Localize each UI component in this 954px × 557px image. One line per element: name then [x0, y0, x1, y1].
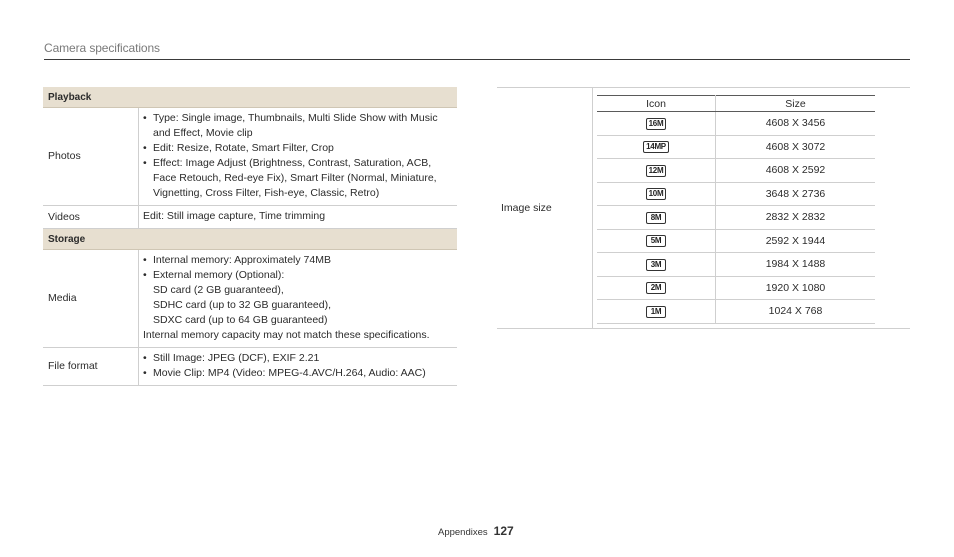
column-divider — [592, 88, 593, 328]
size-value: 3648 X 2736 — [716, 182, 876, 206]
spec-label: Videos — [43, 206, 139, 229]
bullet-item: • Still Image: JPEG (DCF), EXIF 2.21 — [143, 351, 453, 366]
resolution-12m-wide-icon: 12M — [646, 165, 667, 177]
image-size-row — [597, 206, 875, 230]
size-value: 4608 X 3072 — [716, 135, 876, 159]
size-value: 4608 X 2592 — [716, 159, 876, 183]
size-value: 1920 X 1080 — [716, 276, 876, 300]
column-header-size: Size — [716, 96, 876, 112]
resolution-5m-icon: 5M — [646, 235, 666, 247]
image-size-row — [597, 182, 875, 206]
icon-cell — [597, 253, 716, 277]
memory-note: Internal memory capacity may not match these specifications. — [143, 329, 430, 341]
size-value: 1024 X 768 — [716, 300, 876, 324]
sub-line: SD card (2 GB guaranteed), — [153, 284, 284, 296]
spec-label-image-size: Image size — [501, 202, 552, 214]
bullet-item: • Type: Single image, Thumbnails, Multi Slide Show with Music and Effect, Movie clip — [143, 111, 453, 141]
header-divider — [44, 59, 910, 60]
icon-cell — [597, 159, 716, 183]
icon-cell — [597, 135, 716, 159]
bullet-list — [143, 111, 453, 201]
bullet-item: • Effect: Image Adjust (Brightness, Contrast, Saturation, ACB, Face Retouch, Red-eye Fix), Smart Filter (Normal, Miniature, Vignetting, Cross Filter, Fish-eye, Classic, Retro) — [143, 156, 453, 201]
bullet-list — [143, 351, 453, 381]
icon-cell — [597, 229, 716, 253]
spec-label: Photos — [43, 108, 139, 206]
resolution-2m-icon: 2M — [646, 282, 666, 294]
image-size-row — [597, 276, 875, 300]
image-size-header-row — [597, 96, 875, 112]
resolution-16m-icon: 16M — [646, 118, 667, 130]
bullet-item: • Movie Clip: MP4 (Video: MPEG-4.AVC/H.264, Audio: AAC) — [143, 366, 453, 381]
size-value: 2832 X 2832 — [716, 206, 876, 230]
spec-label: File format — [43, 348, 139, 386]
bullet-list — [143, 253, 453, 328]
spec-value — [139, 250, 458, 348]
spec-row-media — [43, 250, 457, 348]
spec-value — [139, 108, 458, 206]
resolution-3m-icon: 3M — [646, 259, 666, 271]
section-title: Playback — [43, 87, 457, 108]
image-size-row — [597, 253, 875, 277]
sub-line: SDHC card (up to 32 GB guaranteed), — [153, 299, 332, 311]
size-value: 4608 X 3456 — [716, 112, 876, 136]
bullet-text: External memory (Optional): — [153, 269, 285, 281]
image-size-row — [597, 112, 875, 136]
size-value: 1984 X 1488 — [716, 253, 876, 277]
resolution-1m-icon: 1M — [646, 306, 666, 318]
size-value: 2592 X 1944 — [716, 229, 876, 253]
image-size-row — [597, 135, 875, 159]
specs-table-left — [43, 87, 457, 386]
image-size-table — [597, 95, 875, 324]
spec-label: Media — [43, 250, 139, 348]
resolution-8m-icon: 8M — [646, 212, 666, 224]
section-header-playback — [43, 87, 457, 108]
icon-cell — [597, 206, 716, 230]
page-number: 127 — [493, 524, 514, 538]
column-header-icon: Icon — [597, 96, 716, 112]
icon-cell — [597, 300, 716, 324]
spec-value: Edit: Still image capture, Time trimming — [139, 206, 458, 229]
image-size-row — [597, 300, 875, 324]
icon-cell — [597, 276, 716, 300]
bullet-item: • Internal memory: Approximately 74MB — [143, 253, 453, 268]
spec-row-videos — [43, 206, 457, 229]
resolution-10m-icon: 10M — [646, 188, 667, 200]
page-header-title: Camera specifications — [44, 41, 160, 55]
section-header-storage — [43, 229, 457, 250]
spec-row-photos — [43, 108, 457, 206]
spec-row-file-format — [43, 348, 457, 386]
icon-cell — [597, 112, 716, 136]
bullet-item — [143, 268, 453, 328]
resolution-14mp-icon: 14MP — [643, 141, 669, 153]
sub-line: SDXC card (up to 64 GB guaranteed) — [153, 314, 328, 326]
spec-value — [139, 348, 458, 386]
image-size-row — [597, 159, 875, 183]
image-size-row — [597, 229, 875, 253]
bullet-item: • Edit: Resize, Rotate, Smart Filter, Crop — [143, 141, 453, 156]
specs-table-right — [497, 87, 910, 329]
section-title: Storage — [43, 229, 457, 250]
icon-cell — [597, 182, 716, 206]
page-footer — [438, 524, 514, 538]
footer-section: Appendixes — [438, 527, 488, 538]
